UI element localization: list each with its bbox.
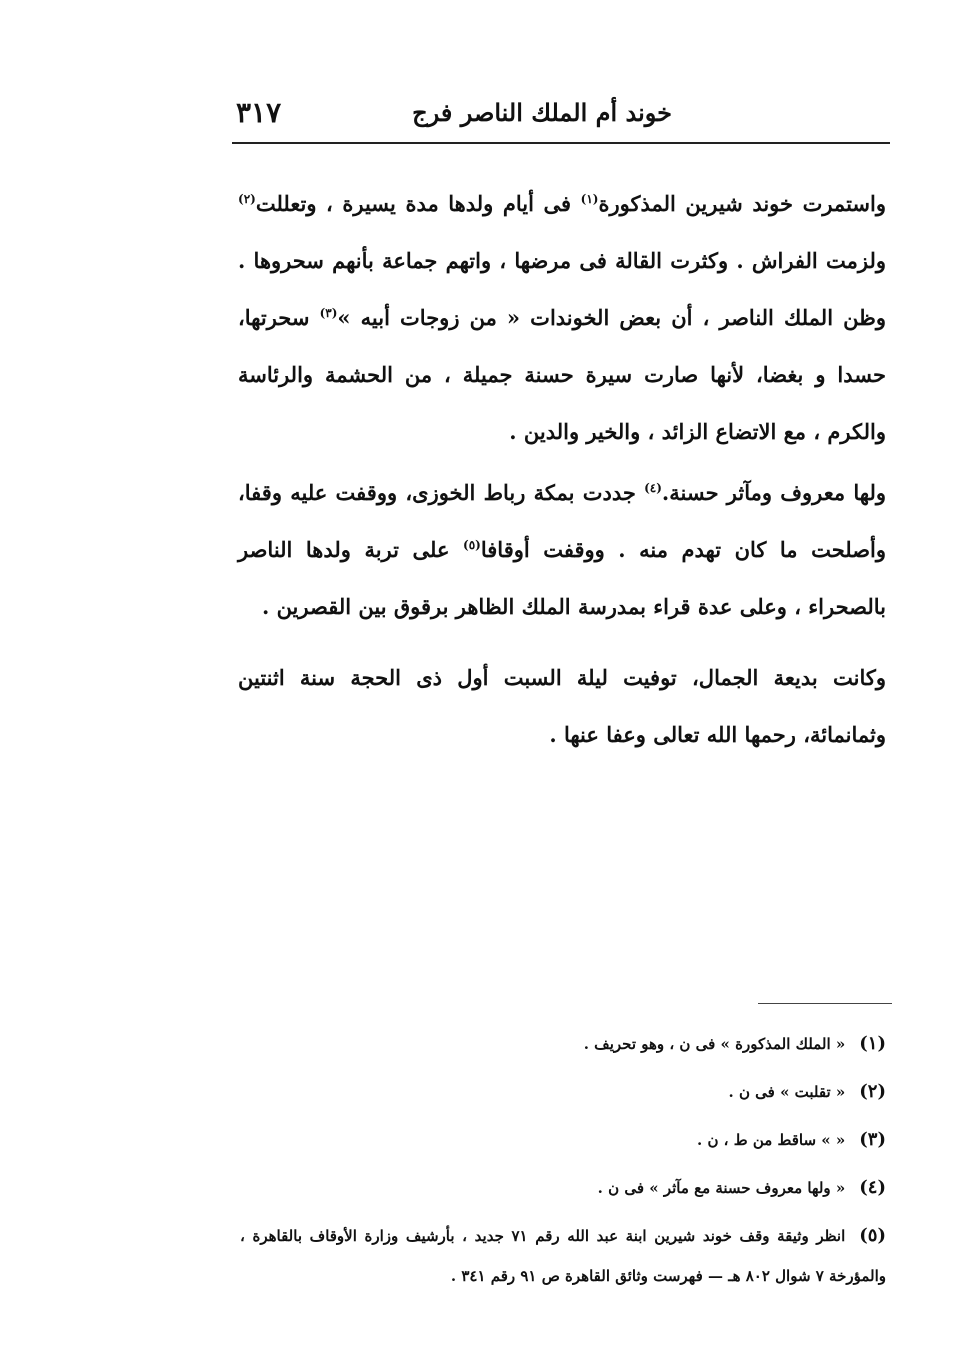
footnote-item [240,1216,886,1296]
footnote-marker: (٥) [463,538,481,552]
footnote-marker: (٣) [319,306,338,320]
paragraph-text: ولزمت الفراش . وكثرت القالة فى مرضها ، واتهم جماعة بأنهم سحروها . وظن الملك الناصر ، أن بعض الخوندات « من زوجات أبيه » [238,248,886,330]
footnote-item [240,1116,886,1164]
footnote-number: (٤) [859,1177,886,1198]
running-title: خوند أم الملك الناصر فرج [412,98,672,127]
body-paragraph [238,175,886,460]
paragraph-text: وكانت بديعة الجمال، توفيت ليلة السبت أول ذى الحجة سنة اثنتين وثمانمائة، رحمها الله تعالى وعفا عنها . [238,665,886,747]
footnote-item [240,1020,886,1068]
footnote-divider [758,1003,892,1004]
body-text [238,175,886,777]
footnote-number: (٥) [859,1225,886,1246]
footnote-marker: (٤) [644,481,662,495]
body-paragraph [238,649,886,763]
footnote-item [240,1164,886,1212]
paragraph-text: سحرتها، حسدا و بغضا، لأنها صارت سيرة حسنة جميلة ، من الحشمة والرئاسة والكرم ، مع الاتضاع الزائد ، والخير والدين . [238,305,886,444]
footnote-marker: (٢) [238,192,256,206]
footnote-text: « ولها معروف حسنة مع مآثر » فى ن . [597,1179,846,1197]
footnote-number: (١) [859,1033,886,1054]
footnote-marker: (١) [580,192,599,206]
footnote-text: « » ساقط من ط ، ن . [697,1131,846,1149]
page-header [232,92,890,144]
footnote-number: (٣) [859,1129,886,1150]
page-number: ٣١٧ [236,96,282,129]
paragraph-text: فى أيام ولدها مدة يسيرة ، وتعللت [255,191,581,216]
footnote-number: (٢) [859,1081,886,1102]
body-paragraph [238,464,886,635]
footnotes [240,1020,886,1296]
footnote-item [240,1068,886,1116]
paragraph-text: ولها معروف ومآثر حسنة. [661,480,886,505]
footnote-text: « الملك المذكورة » فى ن ، وهو تحريف . [583,1035,846,1053]
paragraph-text: على تربة ولدها الناصر بالصحراء ، وعلى عدة قراء بمدرسة الملك الظاهر برقوق بين القصرين . [238,537,886,619]
footnote-text: « تقلبت » فى ن . [728,1083,846,1101]
paragraph-text: جددت بمكة رباط الخوزى، ووقفت عليه وقفا، وأصلحت ما كان تهدم منه . ووقفت أوقافا [238,480,887,562]
footnote-text: انظر وثيقة وقف خوند شيرين ابنة عبد الله رقم ٧١ جديد ، بأرشيف وزارة الأوقاف بالقاهرة ، والمؤرخة ٧ شوال ٨٠٢ هـ — فهرست وثائق القاهرة ص ٩١ رقم ٣٤١ . [240,1227,886,1285]
paragraph-text: واستمرت خوند شيرين المذكورة [598,191,886,216]
